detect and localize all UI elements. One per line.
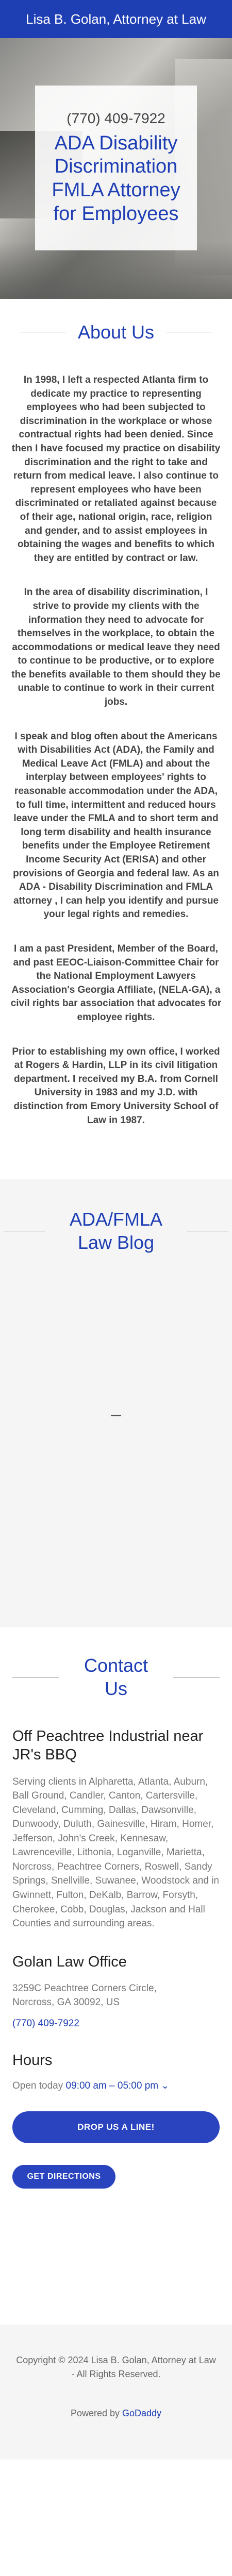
site-footer [0, 2325, 232, 2460]
address-line: Norcross, GA 30092, US [12, 1997, 120, 2008]
about-paragraph: I am a past President, Member of the Board, and past EEOC-Liaison-Committee Chair for the National Employment Lawyers Association's Georgia Affiliate, (NELA-GA), a civil rights bar association that advocates for employee rights. [10, 943, 222, 1023]
chevron-down-icon: ⌄ [161, 2080, 170, 2092]
hours-prefix: Open today [12, 2080, 63, 2092]
site-title[interactable]: Lisa B. Golan, Attorney at Law [26, 11, 206, 27]
about-paragraph: In 1998, I left a respected Atlanta firm to dedicate my practice to representing employees who had been subjected to discrimination in the workplace or whose contractual rights had been denied. Since then I have focused my practice on disability discrimination and the right to take and return from medical leave. I also continue to represent employees who have been discriminated or retaliated against because of their age, national origin, race, religion and gender, and to assist employees in obtaining the wages and benefits to which they are entitled by contract or law. [11, 375, 221, 564]
godaddy-link[interactable]: GoDaddy [122, 2408, 162, 2419]
about-title-row [10, 320, 222, 344]
hero-card [35, 86, 197, 250]
contact-title: Contact Us [84, 1655, 148, 1700]
site-header [0, 0, 232, 38]
drop-us-a-line-button[interactable]: DROP US A LINE! [12, 2111, 220, 2143]
blog-section [0, 1179, 232, 1627]
hero-heading: ADA Disability Discrimination FMLA Attorney for Employees [52, 132, 180, 225]
about-section [0, 299, 232, 1179]
hours-dropdown[interactable] [66, 2080, 170, 2091]
get-directions-button[interactable]: GET DIRECTIONS [12, 2165, 115, 2189]
contact-title-row [12, 1654, 220, 1700]
blog-title: ADA/FMLA Law Blog [69, 1209, 163, 1253]
office-block [12, 1953, 220, 2029]
hours-line [12, 2080, 220, 2092]
hours-heading: Hours [12, 2052, 53, 2069]
address-line: 3259C Peachtree Corners Circle, [12, 1982, 157, 1994]
hours-block [12, 2051, 220, 2092]
powered-by [0, 2408, 232, 2419]
location-heading: Off Peachtree Industrial near JR's BBQ [12, 1728, 204, 1764]
hero-background-shape [0, 242, 232, 299]
copyright-text: Copyright © 2024 Lisa B. Golan, Attorney at Law - All Rights Reserved. [16, 2355, 216, 2380]
phone-link[interactable]: (770) 409-7922 [12, 2018, 79, 2029]
hero-phone[interactable]: (770) 409-7922 [67, 110, 165, 126]
about-title: About Us [77, 321, 155, 343]
blog-title-row [0, 1208, 232, 1254]
about-paragraph: I speak and blog often about the Americans with Disabilities Act (ADA), the Family and Medical Leave Act (FMLA) and about the interplay between employees' rights to reasonable accommodation under the ADA, to full time, intermittent and reduced hours leave under the FMLA and to short term and long term disability and health insurance benefits under the Employee Retirement Income Security Act (ERISA) and other provisions of Georgia and federal law. As an ADA - Disability Discrimination and FMLA attorney , I can help you identify and pursue your legal rights and remedies. [13, 731, 219, 920]
about-paragraph: In the area of disability discrimination, I strive to provide my clients with the information they need to advocate for themselves in the workplace, to obtain the accommodations or medical leave they need to continue to be productive, or to explore the benefits available to them should they be unable to continue to work in their current jobs. [11, 587, 221, 708]
about-paragraph: Prior to establishing my own office, I worked at Rogers & Hardin, LLP in its civil litigation department. I received my B.A. from Cornell University in 1983 and my J.D. with distinction from Emory University School of Law in 1987. [12, 1046, 220, 1126]
hours-time: 09:00 am – 05:00 pm [65, 2080, 159, 2092]
contact-section [0, 1627, 232, 2189]
hero-section [0, 38, 232, 299]
service-area-text: Serving clients in Alpharetta, Atlanta, Auburn, Ball Ground, Candler, Canton, Cartersville, Cleveland, Cumming, Dallas, Dawsonville, Dunwoody, Duluth, Gainesville, Hiram, Homer, Jefferson, John's Creek, Kennesaw, Lawrenceville, Lithonia, Loganville, Marietta, Norcross, Peachtree Corners, Roswell, Sandy Springs, Snellville, Suwanee, Woodstock and in Gwinnett, Fulton, DeKalb, Barrow, Forsyth, Cherokee, Cobb, Douglas, Jackson and Hall Counties and surrounding areas. [12, 1776, 219, 1929]
office-heading: Golan Law Office [12, 1953, 127, 1970]
blog-loading-indicator [111, 1415, 121, 1416]
powered-by-prefix: Powered by [70, 2408, 120, 2419]
